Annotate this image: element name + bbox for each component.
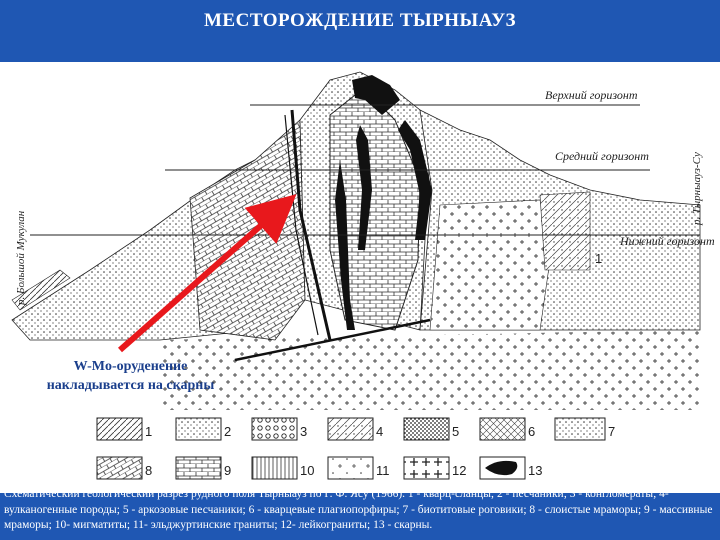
svg-text:10: 10 [300, 463, 315, 478]
svg-text:6: 6 [528, 424, 536, 439]
svg-text:1: 1 [145, 424, 153, 439]
annotation-line-2: накладывается на скарны [46, 378, 215, 393]
svg-text:4: 4 [376, 424, 384, 439]
annotation-line-1: W-Mo-оруденение [73, 359, 188, 374]
legend-item-9 [176, 457, 231, 479]
legend-item-1 [97, 418, 152, 440]
legend-item-11 [328, 457, 390, 479]
svg-text:12: 12 [452, 463, 467, 478]
legend-item-13 [480, 457, 542, 479]
svg-text:11: 11 [376, 463, 390, 478]
river-right-label: р. Тырныауз-Су [691, 152, 703, 225]
legend-item-2 [176, 418, 231, 440]
legend-item-8 [97, 457, 152, 479]
figure-caption: Схематический геологический разрез рудного поля Тырныауз по Г. Ф. Ясу (1966). 1 - кварц-сланцы; 2 - песчаники; 3 - конгломераты; 4- вулканогенные породы; 5 - аркозовые песчаники; 6 - кварцевые плагиопорфиры; 7 - биотитовые роговики; 8 - слоистые мраморы; 9 - массивные мраморы; 10- мигматиты; 11- эльджуртинские граниты; 12- лейкограниты; 13 - скарны. [4, 488, 713, 531]
granite-right [430, 200, 550, 330]
svg-text:13: 13 [528, 463, 543, 478]
page-title: МЕСТОРОЖДЕНИЕ ТЫРНЫАУЗ [204, 10, 516, 31]
layered-marble-left [190, 120, 305, 340]
geological-cross-section [0, 62, 720, 493]
river-left-label: р. Большой Мукулан [15, 210, 27, 305]
legend-item-7 [555, 418, 615, 440]
svg-text:9: 9 [224, 463, 232, 478]
legend-item-4 [328, 418, 383, 440]
svg-text:8: 8 [145, 463, 153, 478]
right-block [540, 192, 590, 270]
legend-item-12 [404, 457, 466, 479]
middle-horizon-label: Средний горизонт [555, 149, 649, 163]
marker-label: 1 [595, 251, 603, 266]
svg-text:7: 7 [608, 424, 616, 439]
lower-horizon-label: Нижний горизонт [620, 234, 715, 248]
upper-horizon-label: Верхний горизонт [545, 88, 638, 102]
svg-text:2: 2 [224, 424, 232, 439]
svg-text:3: 3 [300, 424, 308, 439]
legend-item-10 [252, 457, 314, 479]
legend-item-5 [404, 418, 459, 440]
annotation [8, 357, 253, 395]
legend-item-6 [480, 418, 535, 440]
svg-text:5: 5 [452, 424, 460, 439]
legend-item-3 [252, 418, 307, 440]
legend [97, 418, 615, 479]
